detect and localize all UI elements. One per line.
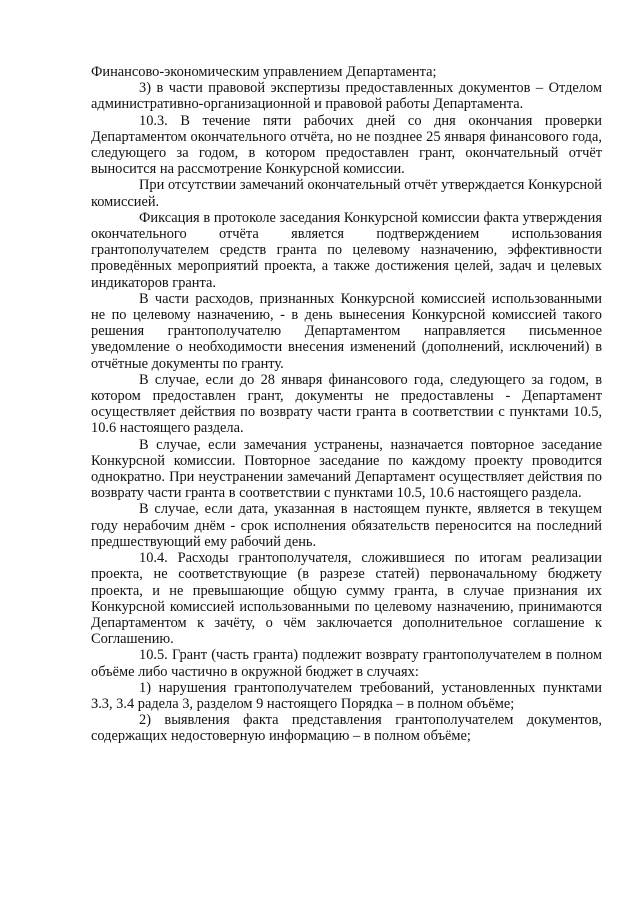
paragraph-item-3: 3) в части правовой экспертизы предоставленных документов – Отделом административно-организационной и правовой работы Департамента. <box>91 80 602 113</box>
paragraph-no-remarks: При отсутствии замечаний окончательный отчёт утверждается Конкурсной комиссией. <box>91 177 602 210</box>
paragraph-repeat-meeting: В случае, если замечания устранены, назначается повторное заседание Конкурсной комиссии. Повторное заседание по каждому проекту проводится однократно. При неустранении замечаний Департамент осуществляет действия по возврату части гранта в соответствии с пунктами 10.5, 10.6 настоящего раздела. <box>91 436 602 502</box>
paragraph-deadline-28-january: В случае, если до 28 января финансового года, следующего за годом, в котором предоставлен грант, документы не предоставлены - Департамент осуществляет действия по возврату части гранта в соответствии с пунктами 10.5, 10.6 настоящего раздела. <box>91 371 602 437</box>
paragraph-10-5-item-1: 1) нарушения грантополучателем требований, установленных пунктами 3.3, 3.4 радела 3, разделом 9 настоящего Порядка – в полном объёме; <box>91 679 602 712</box>
paragraph-10-5: 10.5. Грант (часть гранта) подлежит возврату грантополучателем в полном объёме либо частично в окружной бюджет в случаях: <box>91 647 602 680</box>
paragraph-continuation: Финансово-экономическим управлением Департамента; <box>91 64 437 80</box>
paragraph-nonworking-day: В случае, если дата, указанная в настоящем пункте, является в текущем году нерабочим днём - срок исполнения обязательств переносится на последний предшествующий ему рабочий день. <box>91 501 602 550</box>
paragraph-10-4: 10.4. Расходы грантополучателя, сложившиеся по итогам реализации проекта, не соответствующие (в разрезе статей) первоначальному бюджету проекта, и не превышающие общую сумму гранта, в случае признания их Конкурсной комиссией использованными по целевому назначению, принимаются Департаментом к зачёту, о чём заключается дополнительное соглашение к Соглашению. <box>91 550 602 648</box>
paragraph-10-5-item-2: 2) выявления факта представления грантополучателем документов, содержащих недостоверную информацию – в полном объёме; <box>91 712 602 745</box>
paragraph-expenses: В части расходов, признанных Конкурсной комиссией использованными не по целевому назначению, - в день вынесения Конкурсной комиссией такого решения грантополучателю Департаментом направляется письменное уведомление о необходимости внесения изменений (дополнений, исключений) в отчётные документы по гранту. <box>91 290 602 372</box>
paragraph-10-3: 10.3. В течение пяти рабочих дней со дня окончания проверки Департаментом окончательного отчёта, но не позднее 25 января финансового года, следующего за годом, в котором предоставлен грант, окончательный отчёт выносится на рассмотрение Конкурсной комиссии. <box>91 112 602 178</box>
document-body <box>91 64 602 745</box>
paragraph-fixation: Фиксация в протоколе заседания Конкурсной комиссии факта утверждения окончательного отчёта является подтверждением использования грантополучателем средств гранта по целевому назначению, эффективности проведённых мероприятий проекта, а также достижения целей, задач и целевых индикаторов гранта. <box>91 209 602 291</box>
